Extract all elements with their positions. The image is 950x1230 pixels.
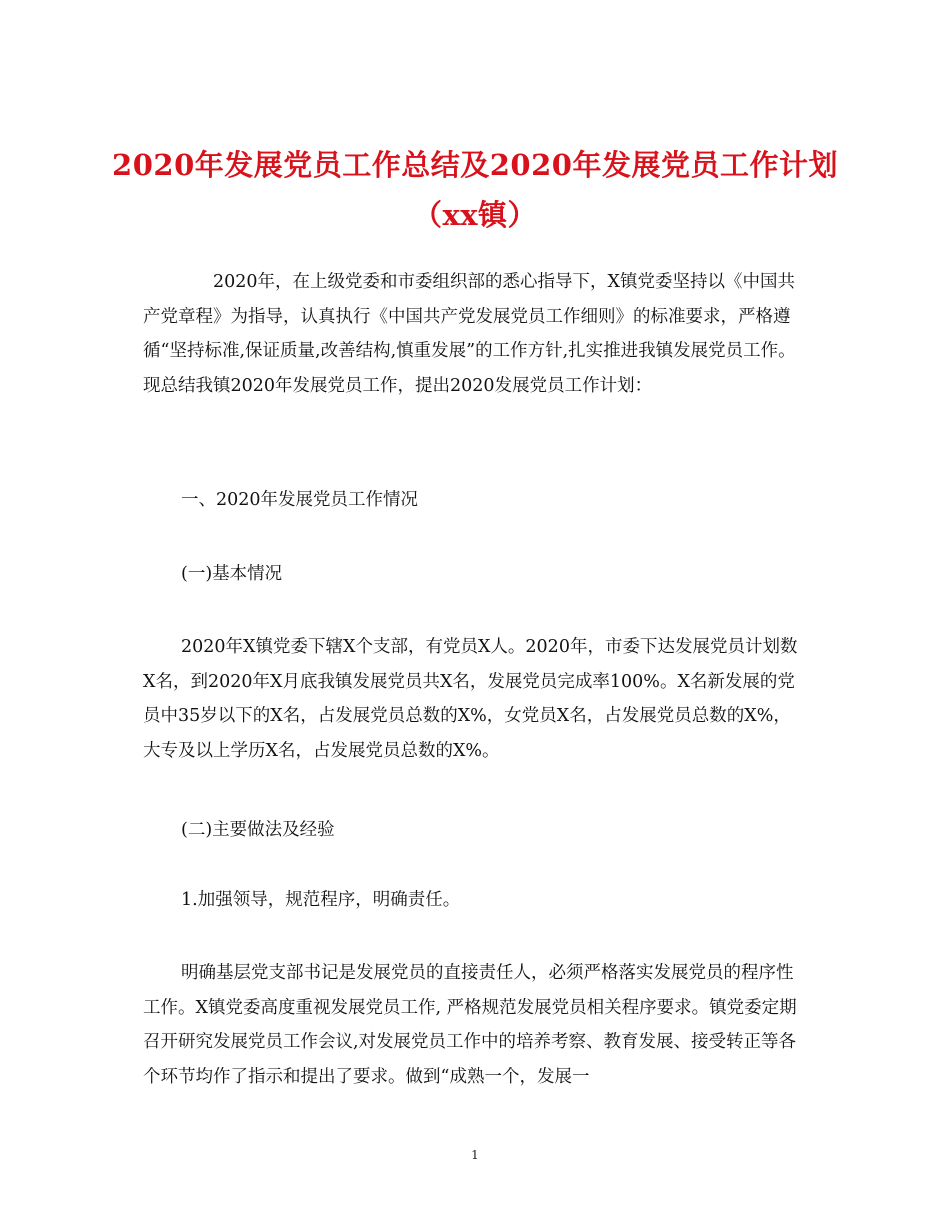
subsection-heading: (一)基本情况 [181, 564, 283, 584]
document-subtitle: （xx镇） [412, 198, 538, 232]
intro-paragraph: 2020年，在上级党委和市委组织部的悉心指导下，X镇党委坚持以《中国共产党章程》为指导，认真执行《中国共产党发展党员工作细则》的标准要求，严格遵循“坚持标准,保证质量,改善结构,慎重发展”的工作方针,扎实推进我镇发展党员工作。现总结我镇2020年发展党员工作，提出2020发展党员工作计划： [143, 272, 796, 396]
subsection-heading: (二)主要做法及经验 [181, 820, 335, 840]
basic-info-paragraph: 2020年X镇党委下辖X个支部，有党员X人。2020年，市委下达发展党员计划数X名，到2020年X月底我镇发展党员共X名，发展党员完成率100%。X名新发展的党员中35岁以下的X名，占发展党员总数的X%，女党员X名，占发展党员总数的X%，大专及以上学历X名，占发展党员总数的X%。 [143, 637, 798, 761]
item-paragraph: 明确基层党支部书记是发展党员的直接责任人，必须严格落实发展党员的程序性工作。X镇党委高度重视发展党员工作, 严格规范发展党员相关程序要求。镇党委定期召开研究发展党员工作会议,对发展党员工作中的培养考察、教育发展、接受转正等各个环节均作了指示和提出了要求。做到“成熟一个，发展一 [143, 963, 797, 1087]
page-number: 1 [471, 1148, 479, 1162]
section-heading: 一、2020年发展党员工作情况 [181, 490, 419, 510]
document-title: 2020年发展党员工作总结及2020年发展党员工作计划 [112, 148, 838, 182]
item-heading: 1.加强领导，规范程序，明确责任。 [181, 890, 461, 910]
